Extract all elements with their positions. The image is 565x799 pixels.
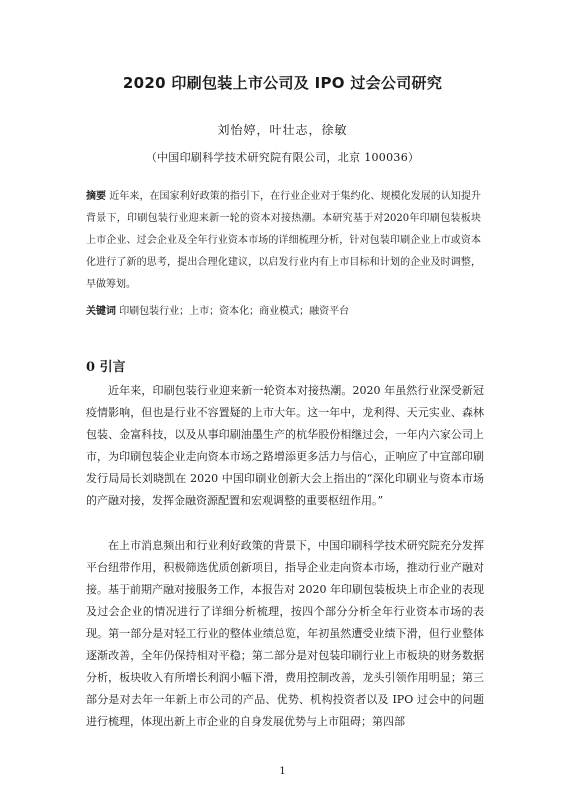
paper-affiliation: （中国印刷科学技术研究院有限公司，北京 100036） xyxy=(145,151,420,164)
paper-title: 2020 印刷包装上市公司及 IPO 过会公司研究 xyxy=(122,74,443,92)
keywords-text: 印刷包装行业；上市；资本化；商业模式；融资平台 xyxy=(119,306,350,317)
keywords-label: 关键词 xyxy=(86,306,116,317)
paper-authors: 刘怡婷，叶壮志，徐敏 xyxy=(217,123,348,137)
body-paragraph: 近年来，印刷包装行业迎来新一轮资本对接热潮。2020 年虽然行业深受新冠疫情影响，但也是行业不容置疑的上市大年。这一年中，龙利得、天元实业、森林包装、金富科技，以及从事印刷油墨生产的杭华股份相继过会，一年内六家公司上市，为印刷包装企业走向资本市场之路增添更多活力与信心，正响应了中宣部印刷发行局局长刘晓凯在 2020 中国印刷业创新大会上指出的“深化印刷业与资本市场的产融对接，发挥金融资源配置和宏观调整的重要枢纽作用。” xyxy=(86,384,484,507)
keywords xyxy=(86,301,481,323)
abstract-text: 近年来，在国家利好政策的指引下，在行业企业对于集约化、规模化发展的认知提升背景下，印刷包装行业迎来新一轮的资本对接热潮。本研究基于对2020年印刷包装板块上市企业、过会企业及全年行业资本市场的详细梳理分析，针对包装印刷企业上市或资本化进行了新的思考，提出合理化建议，以启发行业内有上市目标和计划的企业及时调整，早做筹划。 xyxy=(86,191,482,290)
section-heading-introduction: 0 引言 xyxy=(86,360,126,375)
abstract xyxy=(86,186,481,296)
page-number: 1 xyxy=(279,766,286,777)
abstract-label: 摘要 xyxy=(86,191,107,202)
body-paragraph: 在上市消息频出和行业利好政策的背景下，中国印刷科学技术研究院充分发挥平台纽带作用，积极筛选优质创新项目，指导企业走向资本市场，推动行业产融对接。基于前期产融对接服务工作，本报告对 2020 年印刷包装板块上市企业的表现及过会企业的情况进行了详细分析梳理，按四个部分分析全年行业资本市场的表现。第一部分是对轻工行业的整体业绩总览，年初虽然遭受业绩下滑，但行业整体逐渐改善，全年仍保持相对平稳；第二部分是对包装印刷行业上市板块的财务数据分析，板块收入有所增长利润小幅下滑，费用控制改善，龙头引领作用明显；第三部分是对去年一年新上市公司的产品、优势、机构投资者以及 IPO 过会中的问题进行梳理，体现出新上市企业的自身发展优势与上市阻碍；第四部 xyxy=(86,539,484,728)
